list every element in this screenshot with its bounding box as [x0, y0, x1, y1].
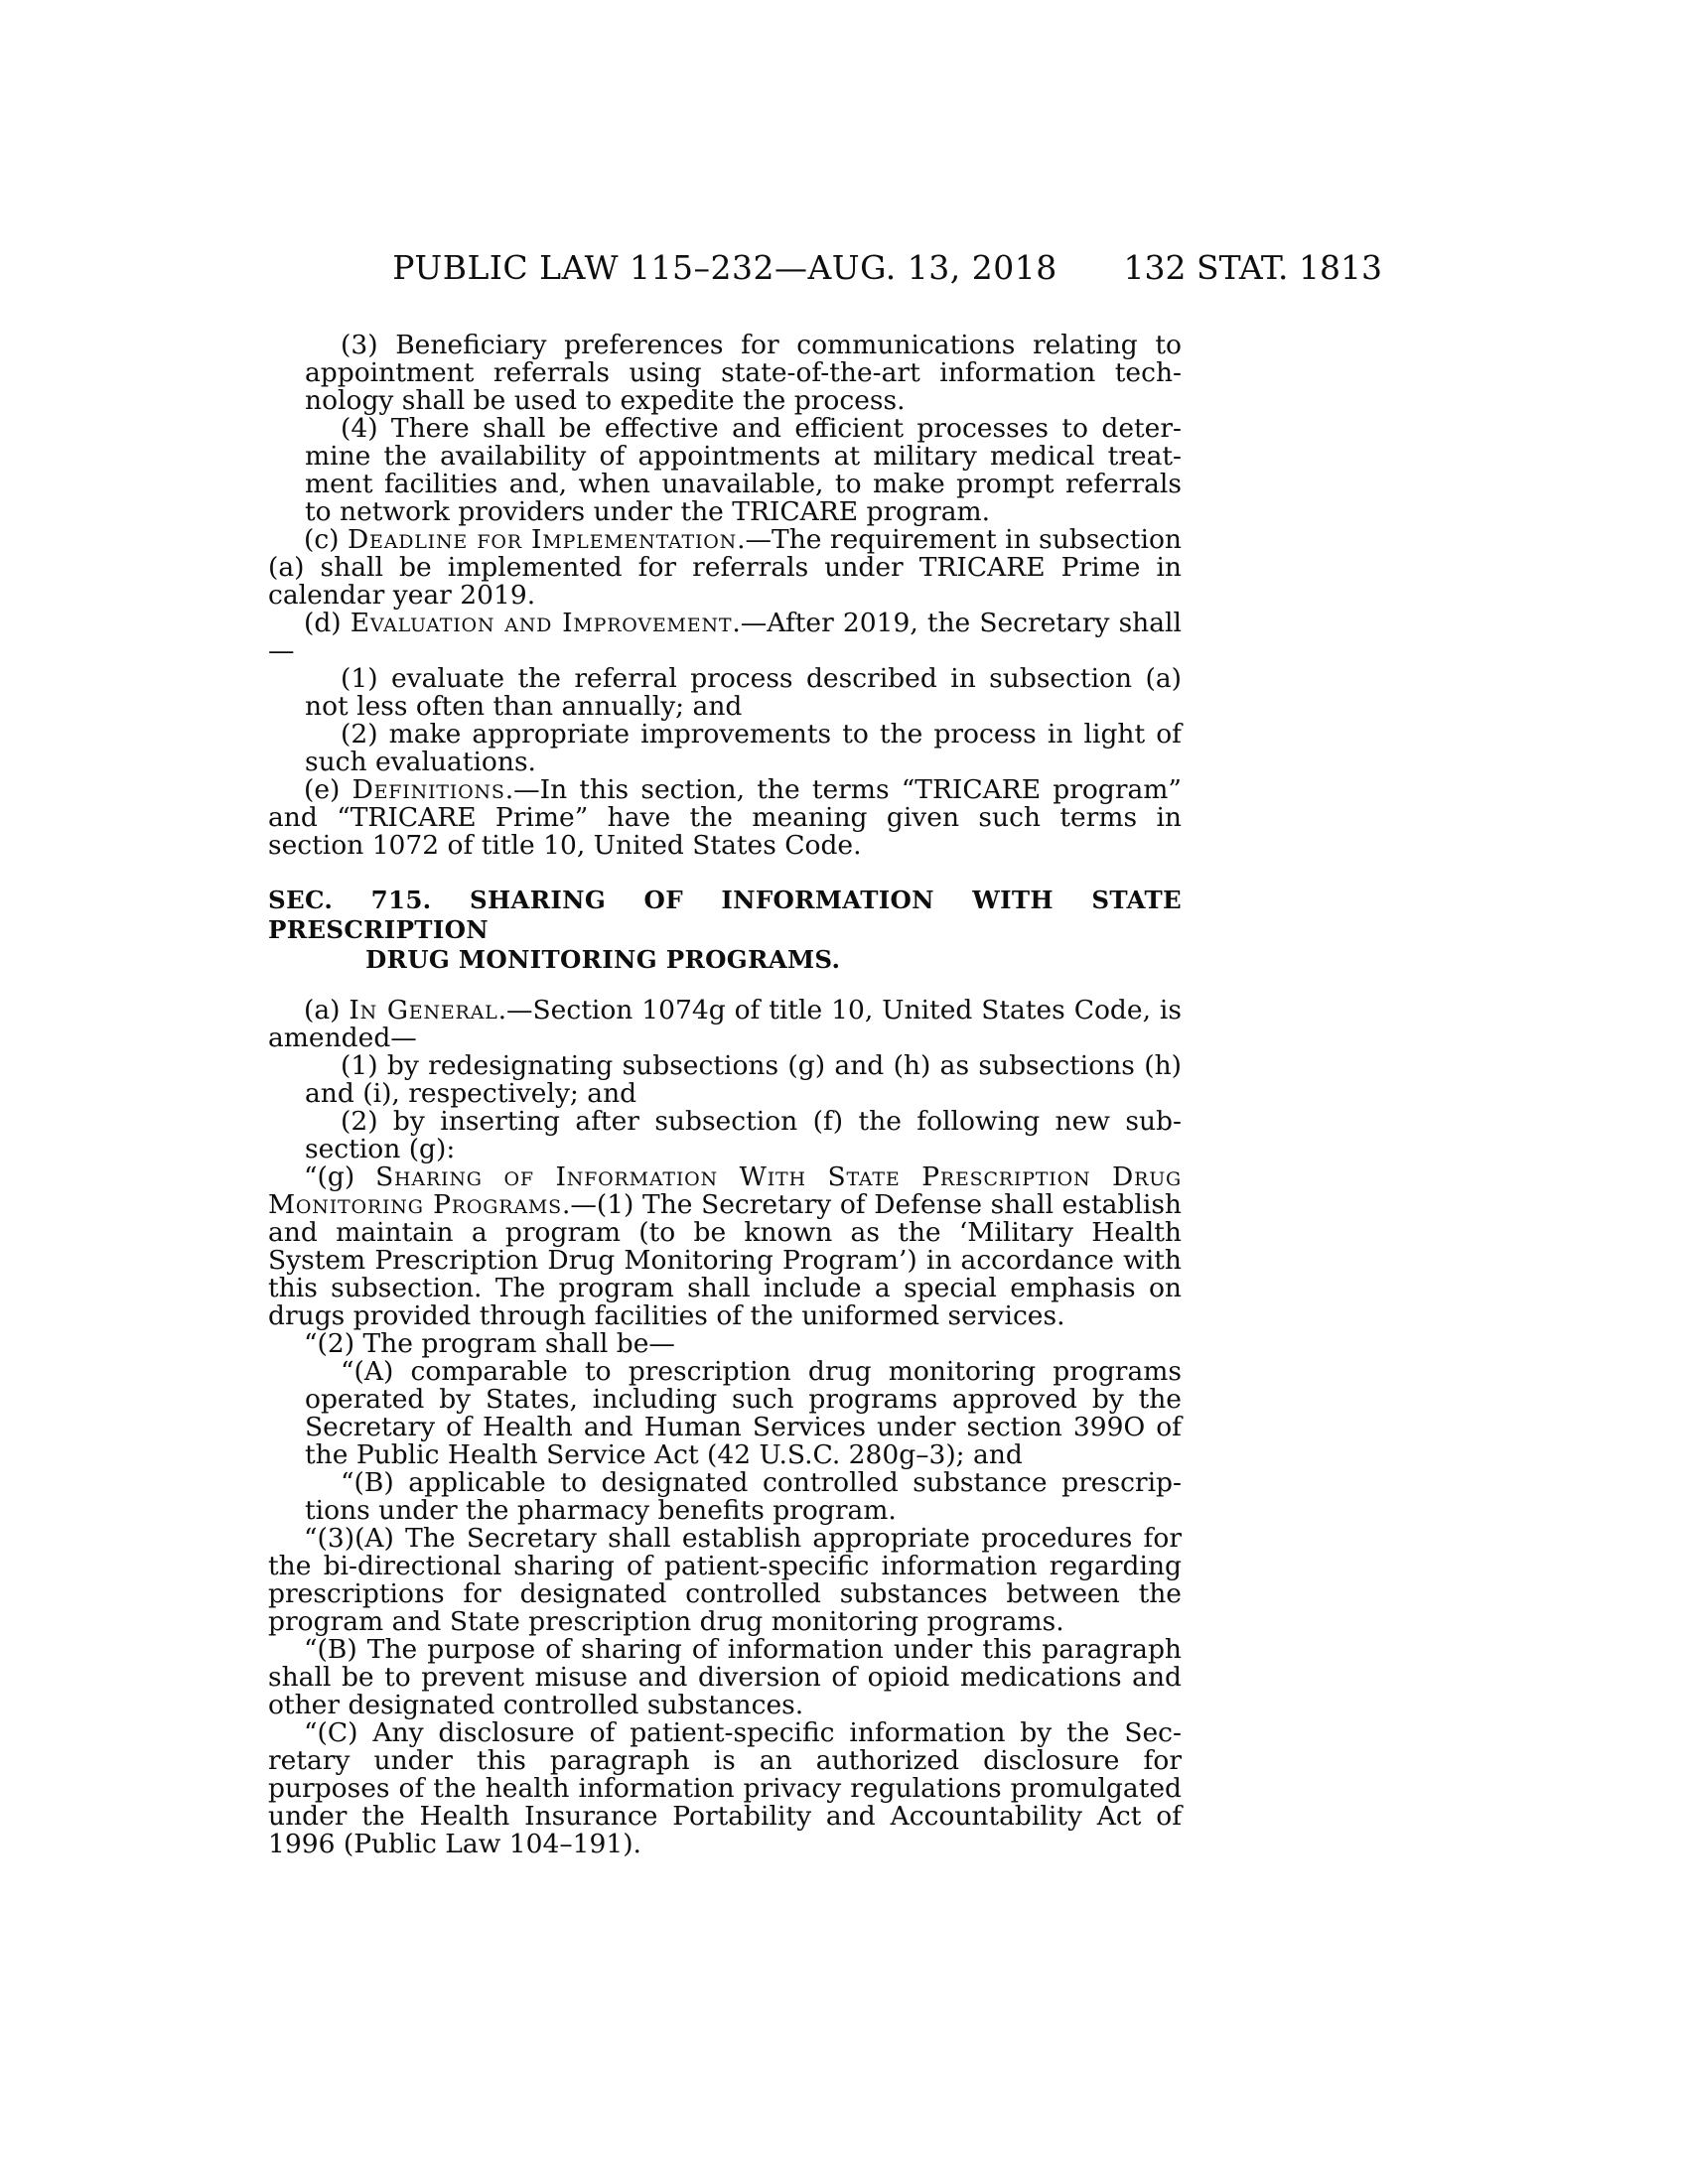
text-run: (3) Beneficiary preferences for communications relating to appointment referrals using state-of-the-art information technology shall be used to expedite the process. — [305, 330, 1182, 416]
section-heading-line: SEC. 715. SHARING OF INFORMATION WITH STATE PRESCRIPTION — [268, 886, 1182, 944]
text-run: (a) — [304, 995, 350, 1025]
section-heading-line: DRUG MONITORING PROGRAMS. — [365, 945, 841, 974]
paragraph — [268, 1330, 1182, 1358]
text-run: .—Section 1074g of title 10, United States Code, is amended— — [268, 995, 1182, 1053]
paragraph — [268, 526, 1182, 610]
paragraph — [268, 1636, 1182, 1719]
small-caps-run: Deadline for Implementation — [347, 524, 738, 555]
paragraph — [305, 721, 1182, 776]
paragraph — [305, 1358, 1182, 1469]
paragraph — [305, 665, 1182, 721]
paragraph — [305, 332, 1182, 415]
small-caps-run: In General — [349, 995, 498, 1025]
statute-body — [268, 332, 1182, 1858]
text-run: (1) evaluate the referral process described in subsection (a) not less often than annually; and — [305, 663, 1182, 722]
running-header-title: PUBLIC LAW 115–232—AUG. 13, 2018 — [392, 248, 1057, 287]
text-run: (d) — [304, 608, 351, 638]
text-run: “(C) Any disclosure of patient-specific information by the Secretary under this paragraph is an authorized disclosure for purposes of the health information privacy regulations promulgated under the Health Insurance Portability and Accountability Act of 1996 (Public Law 104–191). — [268, 1717, 1182, 1859]
text-run: (1) by redesignating subsections (g) and (h) as subsections (h) and (i), respectively; and — [305, 1050, 1182, 1109]
running-header — [268, 248, 1382, 292]
text-run: “(2) The program shall be— — [304, 1328, 675, 1359]
text-run: (c) — [304, 524, 348, 555]
paragraph — [305, 1052, 1182, 1108]
text-run: .—In this section, the terms “TRICARE program” and “TRICARE Prime” have the meaning given such terms in section 1072 of title 10, United States Code. — [268, 774, 1182, 861]
paragraph — [305, 1469, 1182, 1525]
paragraph — [268, 1163, 1182, 1330]
small-caps-run: Evaluation and Improvement — [350, 608, 733, 638]
text-run: (e) — [304, 774, 352, 805]
text-run: .—After 2019, the Secretary shall— — [268, 608, 1182, 666]
paragraph — [268, 610, 1182, 665]
paragraph — [305, 1108, 1182, 1163]
text-run: “(B) The purpose of sharing of information under this paragraph shall be to prevent misuse and diversion of opioid medications and other designated controlled substances. — [268, 1634, 1182, 1720]
text-run: .—(1) The Secretary of Defense shall establish and maintain a program (to be known as the ‘Military Health System Prescription Drug Monitoring Program’) in accordance with this subsection. The program shall include a special emphasis on drugs provided through facilities of the uniformed services. — [268, 1189, 1182, 1331]
paragraph — [305, 415, 1182, 526]
small-caps-run: Sharing of Information With State Prescription Drug Monitoring Programs — [268, 1161, 1183, 1220]
text-run: .—The requirement in subsection (a) shall be implemented for referrals under TRICARE Prime in calendar year 2019. — [268, 524, 1182, 611]
text-run: (2) make appropriate improvements to the process in light of such evaluations. — [305, 719, 1182, 777]
paragraph — [268, 1719, 1182, 1858]
paragraph — [268, 776, 1182, 860]
text-run: (4) There shall be effective and efficient processes to determine the availability of appointments at military medical treatment facilities and, when unavailable, to make prompt referrals to network providers under the TRICARE program. — [305, 413, 1182, 527]
paragraph — [268, 997, 1182, 1052]
text-run: “(3)(A) The Secretary shall establish appropriate procedures for the bi-directional sharing of patient-specific information regarding prescriptions for designated controlled substances between the program and State prescription drug monitoring programs. — [268, 1523, 1182, 1637]
page-number: 132 STAT. 1813 — [1123, 248, 1382, 287]
text-run: (2) by inserting after subsection (f) the following new subsection (g): — [305, 1106, 1182, 1164]
text-run: “(g) — [304, 1161, 376, 1192]
text-run: “(A) comparable to prescription drug monitoring programs operated by States, including such programs approved by the Secretary of Health and Human Services under section 399O of the Public Health Service Act (42 U.S.C. 280g–3); and — [305, 1356, 1182, 1470]
section-heading — [268, 886, 1182, 975]
text-run: “(B) applicable to designated controlled substance prescriptions under the pharmacy benefits program. — [305, 1467, 1182, 1526]
small-caps-run: Definitions — [352, 774, 505, 805]
paragraph — [268, 1525, 1182, 1636]
